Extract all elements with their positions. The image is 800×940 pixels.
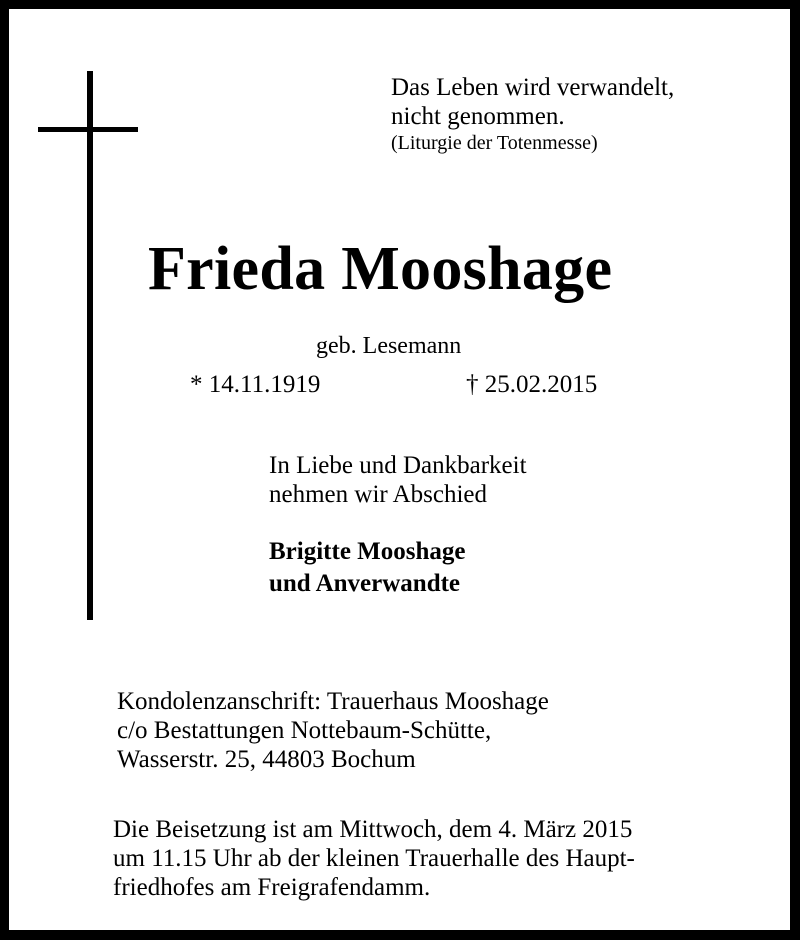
address-line-1: Kondolenzanschrift: Trauerhaus Mooshage	[117, 688, 549, 715]
funeral-notice	[113, 815, 635, 902]
funeral-line-2: um 11.15 Uhr ab der kleinen Trauerhalle des Haupt-	[113, 845, 635, 872]
motto-line-2: nicht genommen.	[391, 103, 565, 130]
funeral-line-3: friedhofes am Freigrafendamm.	[113, 874, 431, 901]
mourners-line-1: Brigitte Mooshage	[269, 538, 466, 565]
address-line-3: Wasserstr. 25, 44803 Bochum	[117, 746, 416, 773]
deceased-name: Frieda Mooshage	[148, 235, 613, 303]
death-date: † 25.02.2015	[466, 371, 598, 398]
motto-source: (Liturgie der Totenmesse)	[391, 132, 598, 154]
motto-line-1: Das Leben wird verwandelt,	[391, 74, 675, 101]
condolence-address	[117, 687, 549, 774]
funeral-line-1: Die Beisetzung ist am Mittwoch, dem 4. März 2015	[113, 816, 633, 843]
mourners	[269, 536, 465, 600]
mourners-line-2: und Anverwandte	[269, 570, 461, 597]
farewell-text	[269, 451, 527, 509]
farewell-line-2: nehmen wir Abschied	[269, 481, 488, 508]
cross-vertical-bar	[87, 71, 93, 620]
birth-date: * 14.11.1919	[190, 371, 321, 398]
address-line-2: c/o Bestattungen Nottebaum-Schütte,	[117, 717, 492, 744]
cross-horizontal-bar	[38, 127, 138, 132]
motto-quote	[391, 73, 674, 131]
farewell-line-1: In Liebe und Dankbarkeit	[269, 452, 527, 479]
maiden-name: geb. Lesemann	[316, 333, 462, 359]
